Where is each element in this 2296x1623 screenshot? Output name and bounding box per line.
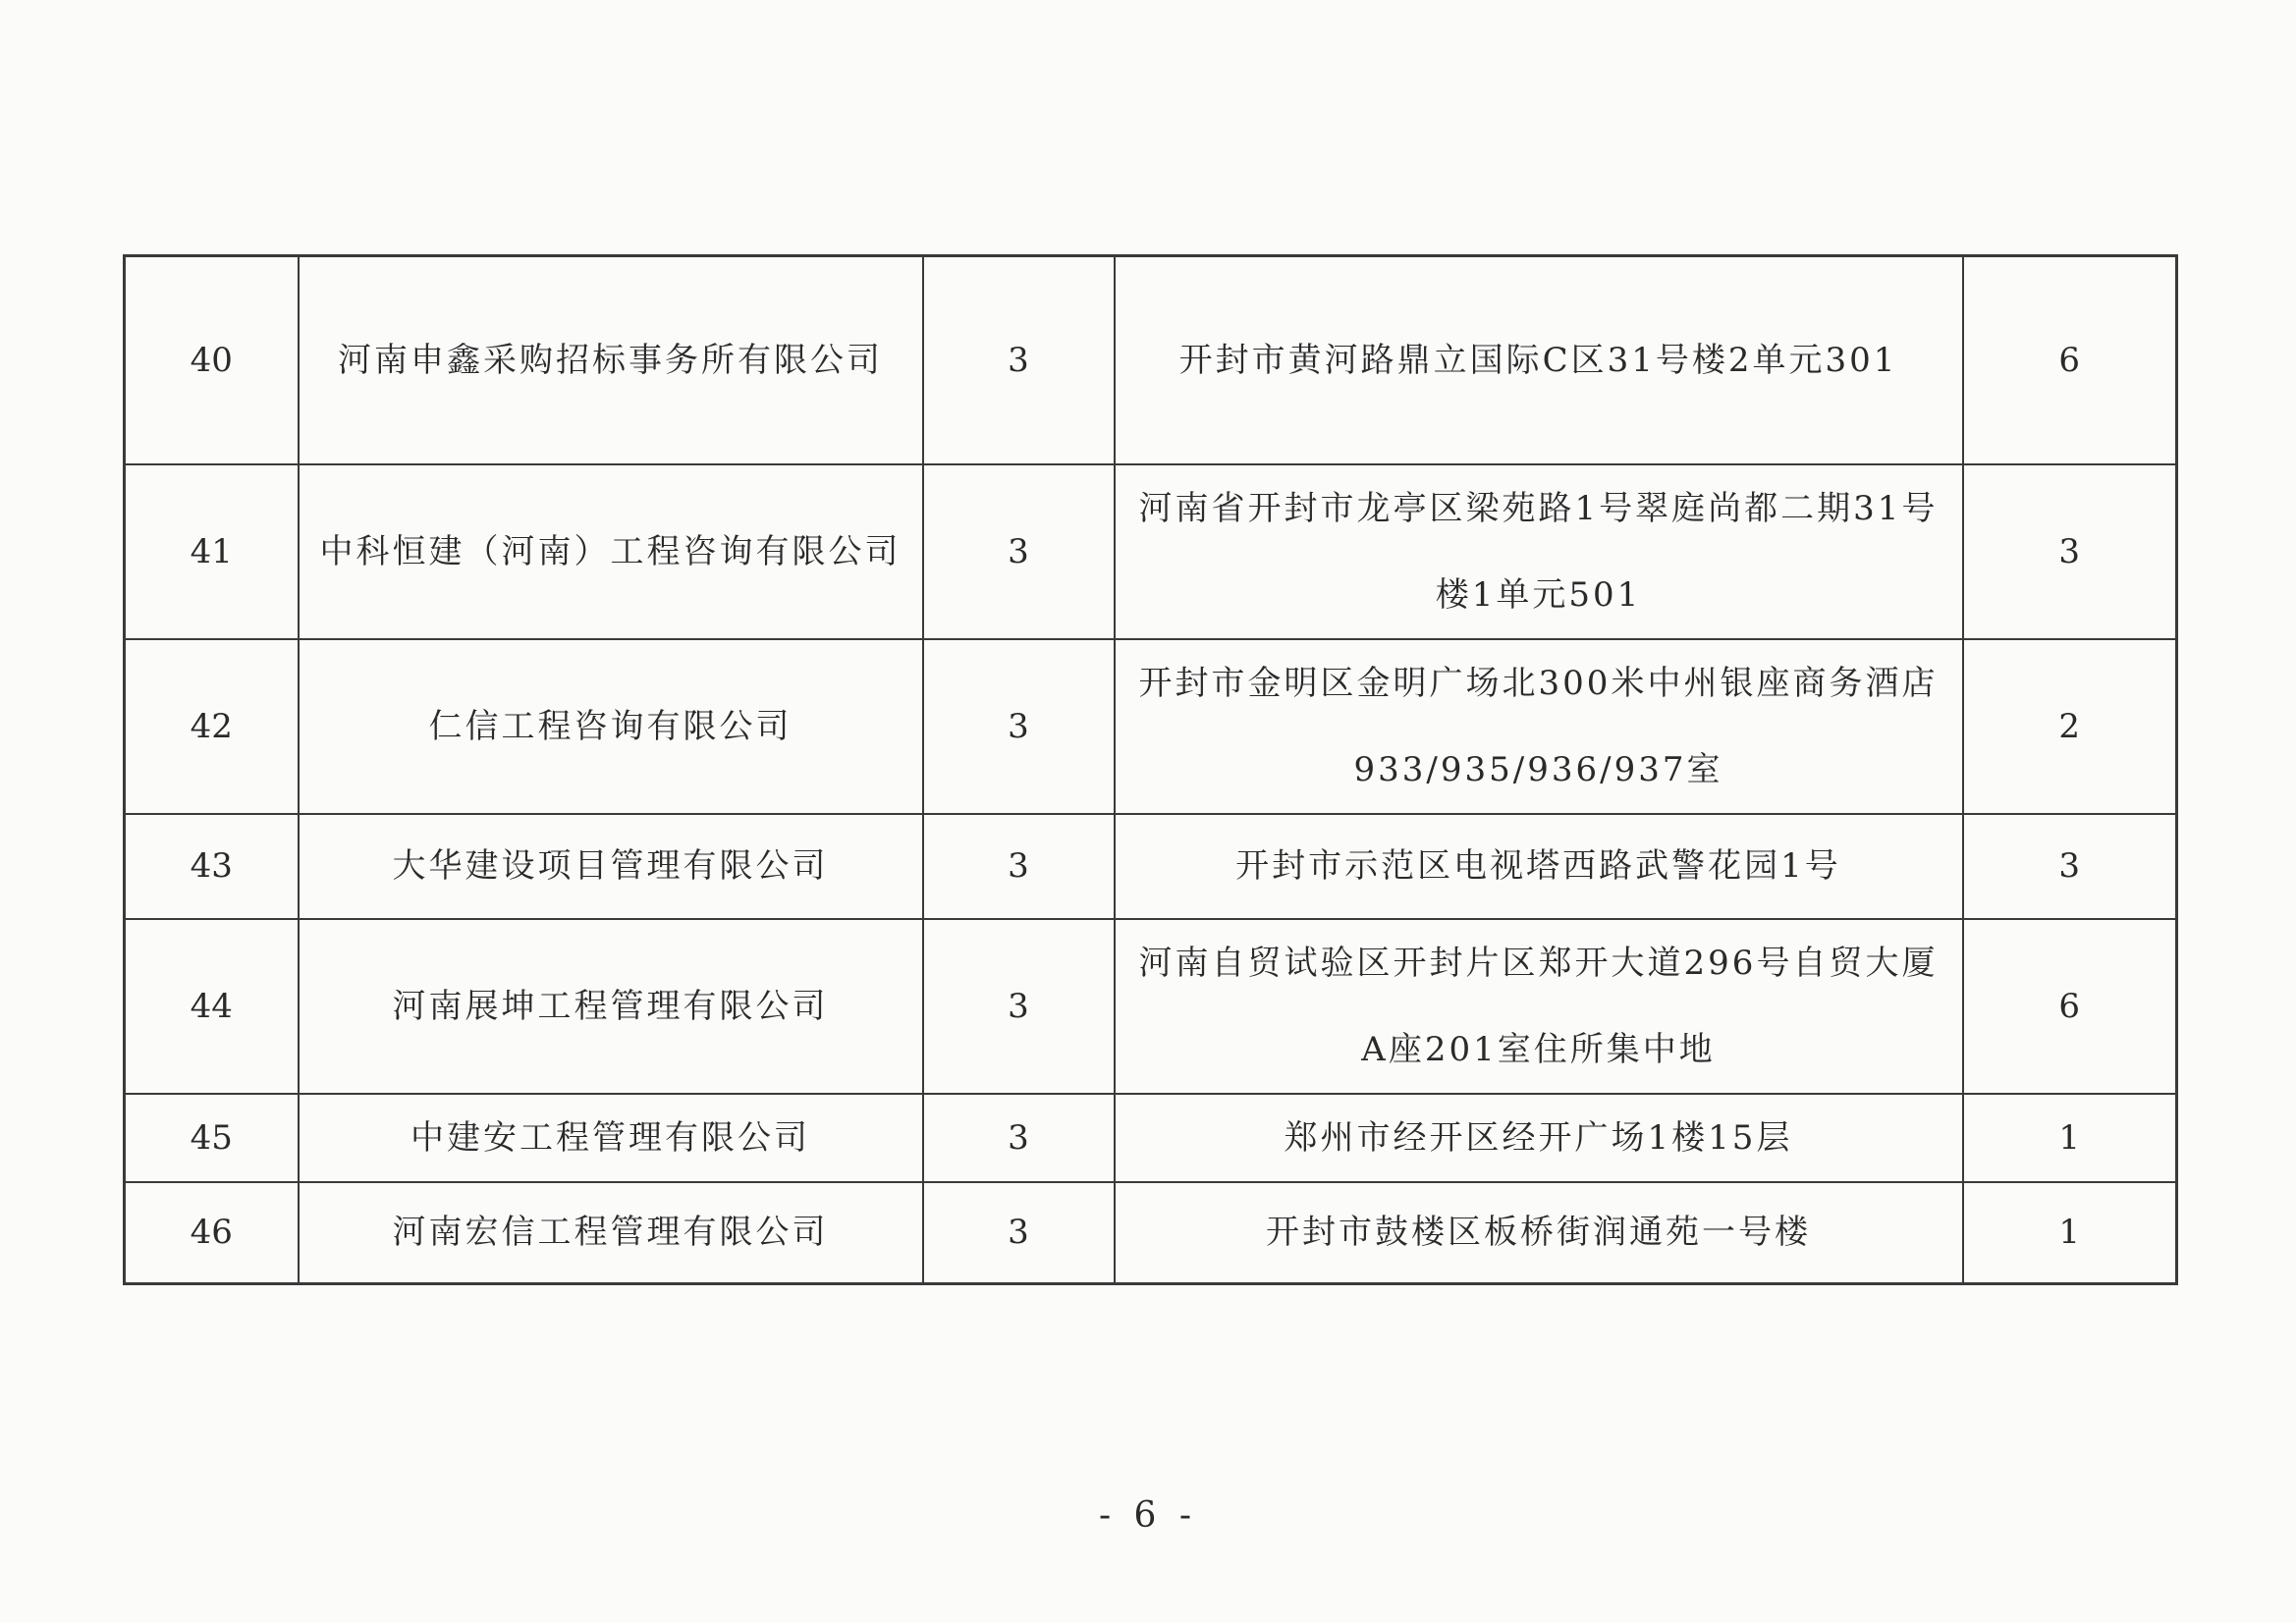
row-index: 44 (125, 919, 299, 1094)
table-row (125, 814, 2177, 919)
table-row (125, 919, 2177, 1094)
address-cell: 开封市示范区电视塔西路武警花园1号 (1115, 814, 1963, 919)
company-name: 大华建设项目管理有限公司 (299, 814, 923, 919)
address-cell: 开封市金明区金明广场北300米中州银座商务酒店933/935/936/937室 (1115, 639, 1963, 814)
page-number: - 6 - (1098, 1495, 1198, 1536)
table-row (125, 256, 2177, 464)
count-cell: 3 (923, 256, 1115, 464)
address-cell: 郑州市经开区经开广场1楼15层 (1115, 1094, 1963, 1182)
table-row (125, 639, 2177, 814)
row-index: 41 (125, 464, 299, 639)
table-row (125, 464, 2177, 639)
row-index: 42 (125, 639, 299, 814)
company-name: 中建安工程管理有限公司 (299, 1094, 923, 1182)
address-cell: 河南自贸试验区开封片区郑开大道296号自贸大厦A座201室住所集中地 (1115, 919, 1963, 1094)
value-cell: 2 (1963, 639, 2177, 814)
count-cell: 3 (923, 464, 1115, 639)
company-name: 仁信工程咨询有限公司 (299, 639, 923, 814)
row-index: 46 (125, 1182, 299, 1284)
company-name: 中科恒建（河南）工程咨询有限公司 (299, 464, 923, 639)
value-cell: 1 (1963, 1094, 2177, 1182)
value-cell: 6 (1963, 256, 2177, 464)
company-table (123, 254, 2178, 1285)
address-cell: 开封市黄河路鼎立国际C区31号楼2单元301 (1115, 256, 1963, 464)
count-cell: 3 (923, 1094, 1115, 1182)
row-index: 45 (125, 1094, 299, 1182)
count-cell: 3 (923, 919, 1115, 1094)
count-cell: 3 (923, 814, 1115, 919)
value-cell: 1 (1963, 1182, 2177, 1284)
company-name: 河南宏信工程管理有限公司 (299, 1182, 923, 1284)
count-cell: 3 (923, 1182, 1115, 1284)
company-name: 河南申鑫采购招标事务所有限公司 (299, 256, 923, 464)
row-index: 40 (125, 256, 299, 464)
value-cell: 3 (1963, 814, 2177, 919)
count-cell: 3 (923, 639, 1115, 814)
value-cell: 3 (1963, 464, 2177, 639)
address-cell: 河南省开封市龙亭区梁苑路1号翠庭尚都二期31号楼1单元501 (1115, 464, 1963, 639)
value-cell: 6 (1963, 919, 2177, 1094)
row-index: 43 (125, 814, 299, 919)
table-row (125, 1094, 2177, 1182)
company-name: 河南展坤工程管理有限公司 (299, 919, 923, 1094)
address-cell: 开封市鼓楼区板桥街润通苑一号楼 (1115, 1182, 1963, 1284)
table-row (125, 1182, 2177, 1284)
